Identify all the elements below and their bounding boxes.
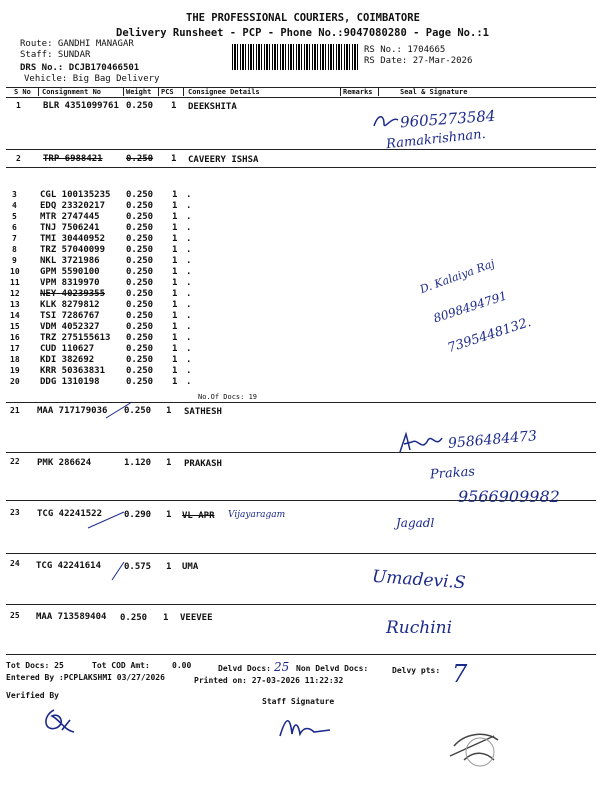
handwritten-name-2: D. Kalaiya Raj	[418, 256, 497, 297]
row-consignee: .	[186, 245, 192, 255]
col-divider	[158, 88, 159, 96]
row-sno: 20	[10, 377, 20, 386]
row-weight: 0.250	[126, 234, 154, 244]
row-weight: 0.250	[126, 267, 154, 277]
row-weight: 0.250	[126, 355, 154, 365]
row-pcs: 1	[172, 322, 178, 332]
row-weight: 0.250	[126, 377, 154, 387]
col-header-consignment: Consignment No	[42, 88, 102, 96]
row-consignment-text: NEY 40239355	[40, 289, 106, 299]
row-consignee: .	[186, 333, 192, 343]
row-consignment: BLR 4351099761	[43, 101, 119, 111]
row-consignee: VL APR	[182, 511, 215, 521]
row-pcs: 1	[172, 289, 178, 299]
col-header-remarks: Remarks	[343, 88, 373, 96]
row-sno: 22	[10, 457, 20, 466]
row-sno: 12	[10, 289, 20, 298]
handwritten-sign-23: Jagadl	[396, 516, 435, 530]
row-consignee: .	[186, 267, 192, 277]
row-consignment: TCG 42241522	[37, 509, 103, 519]
rs-date: RS Date: 27-Mar-2026	[364, 56, 473, 66]
row-consignment: KLK 8279812	[40, 300, 100, 310]
handwritten-name-22: Prakas	[429, 464, 476, 483]
row-pcs: 1	[172, 377, 178, 387]
total-cod-label: Tot COD Amt:	[92, 661, 150, 670]
row-weight: 0.250	[126, 190, 154, 200]
row-weight: 0.250	[126, 212, 154, 222]
row-weight: 0.250	[126, 322, 154, 332]
row-consignee: .	[186, 366, 192, 376]
signature-scribble	[396, 430, 446, 460]
row-consignment: MTR 2747445	[40, 212, 100, 222]
row-consignment: CUD 110627	[40, 344, 95, 354]
row-consignee: CAVEERY ISHSA	[188, 155, 259, 165]
handwritten-name-23: Vijayaragam	[228, 510, 286, 520]
col-divider	[123, 88, 124, 96]
row-weight: 0.250	[126, 344, 154, 354]
row-pcs: 1	[172, 366, 178, 376]
col-header-consignee: Consignee Details	[188, 88, 260, 96]
row-weight: 0.250	[126, 245, 154, 255]
row-consignee: .	[186, 289, 192, 299]
row-sno: 8	[12, 245, 17, 254]
row-consignee: .	[186, 278, 192, 288]
row-sno: 19	[10, 366, 20, 375]
row-pcs: 1	[172, 344, 178, 354]
row-consignee: .	[186, 212, 192, 222]
row-pcs: 1	[172, 256, 178, 266]
verified-by-label: Verified By	[6, 691, 59, 700]
row-sno: 3	[12, 190, 17, 199]
row-weight: 0.250	[126, 256, 154, 266]
row-pcs: 1	[172, 333, 178, 343]
row-consignment	[40, 289, 105, 299]
drs-number	[20, 63, 139, 73]
row-consignment: MAA 717179036	[37, 406, 108, 416]
col-divider	[183, 88, 184, 96]
row-sno: 18	[10, 355, 20, 364]
row-weight: 0.250	[126, 223, 154, 233]
row-consignee: .	[186, 223, 192, 233]
row-consignment: KRR 50363831	[40, 366, 106, 376]
col-header-seal: Seal & Signature	[400, 88, 468, 96]
row-consignee: UMA	[182, 562, 199, 572]
total-cod-amount: 0.00	[172, 661, 192, 670]
row-rule	[6, 402, 596, 403]
row-consignment: TRP 6988421	[43, 154, 103, 164]
row-sno: 21	[10, 406, 20, 415]
row-consignment: TSI 7286767	[40, 311, 100, 321]
row-consignee: .	[186, 377, 192, 387]
row-pcs: 1	[172, 278, 178, 288]
row-pcs: 1	[172, 201, 178, 211]
row-consignment: TCG 42241614	[36, 561, 102, 571]
row-pcs: 1	[172, 223, 178, 233]
row-consignee: .	[186, 256, 192, 266]
row-pcs: 1	[166, 458, 172, 468]
row-weight: 0.250	[126, 311, 154, 321]
row-weight: 0.250	[124, 406, 152, 416]
row-consignment: DDG 1310198	[40, 377, 100, 387]
table-header-rule	[6, 97, 596, 98]
row-consignee: .	[186, 234, 192, 244]
table-bottom-rule	[6, 654, 596, 655]
row-sno: 4	[12, 201, 17, 210]
row-pcs: 1	[172, 234, 178, 244]
signature-scribble	[372, 112, 402, 136]
handwritten-phone-21: 9586484473	[447, 428, 538, 452]
row-pcs: 1	[172, 311, 178, 321]
handwritten-phone-2b: 7395448132.	[445, 314, 534, 357]
row-weight: 0.250	[126, 300, 154, 310]
row-rule	[6, 553, 596, 554]
row-consignee: VEEVEE	[180, 613, 213, 623]
non-delivered-docs-label: Non Delvd Docs:	[296, 664, 369, 673]
row-consignee: .	[186, 300, 192, 310]
row-consignee: .	[186, 190, 192, 200]
row-consignment: TRZ 275155613	[40, 333, 111, 343]
row-pcs: 1	[172, 212, 178, 222]
row-weight: 0.250	[126, 101, 154, 111]
row-sno: 14	[10, 311, 20, 320]
row-consignment: VPM 8319970	[40, 278, 100, 288]
row-consignment: PMK 286624	[37, 458, 92, 468]
row-pcs: 1	[172, 267, 178, 277]
vehicle-label: Vehicle: Big Bag Delivery	[24, 74, 160, 84]
row-sno: 7	[12, 234, 17, 243]
row-sno: 15	[10, 322, 20, 331]
row-weight: 0.250	[126, 201, 154, 211]
row-consignment: GPM 5590100	[40, 267, 100, 277]
handwritten-delivery-points: 7	[452, 660, 468, 688]
handwritten-name-25: Ruchini	[386, 618, 453, 638]
handwritten-phone-2a: 8098494791	[431, 288, 509, 326]
row-pcs: 1	[171, 101, 177, 111]
barcode-image	[232, 44, 360, 70]
row-weight: 0.575	[124, 562, 152, 572]
row-sno: 17	[10, 344, 20, 353]
col-header-pcs: PCS	[161, 88, 174, 96]
row-consignee: .	[186, 322, 192, 332]
printed-on: Printed on: 27-03-2026 11:22:32	[194, 676, 344, 685]
handwritten-delivered-count: 25	[274, 660, 290, 674]
handwritten-name-24: Umadevi.S	[371, 566, 467, 594]
row-consignment: TMI 30440952	[40, 234, 106, 244]
row-weight: 0.250	[120, 613, 148, 623]
company-name: THE PROFESSIONAL COURIERS, COIMBATORE	[186, 12, 420, 24]
staff-signature-label: Staff Signature	[262, 697, 335, 706]
row-weight: 0.250	[126, 366, 154, 376]
row-pcs: 1	[172, 355, 178, 365]
row-consignee: .	[186, 344, 192, 354]
row-sno: 10	[10, 267, 20, 276]
row-rule	[6, 149, 596, 150]
row-sno: 11	[10, 278, 20, 287]
staff-label: Staff: SUNDAR	[20, 50, 91, 60]
row-consignment: TNJ 7506241	[40, 223, 100, 233]
row-sno: 6	[12, 223, 17, 232]
drs-label: DRS No.:	[20, 63, 64, 73]
row-consignee: .	[186, 355, 192, 365]
row-sno: 24	[10, 559, 20, 568]
row-rule	[6, 452, 596, 453]
row-sno: 13	[10, 300, 20, 309]
col-header-sno: S No	[14, 88, 31, 96]
runsheet-title: Delivery Runsheet - PCP - Phone No.:9047080280 - Page No.:1	[116, 27, 489, 39]
row-pcs: 1	[163, 613, 169, 623]
row-sno: 25	[10, 611, 20, 620]
row-weight: 0.250	[126, 278, 154, 288]
row-consignment: VDM 4052327	[40, 322, 100, 332]
delivered-docs-label: Delvd Docs:	[218, 664, 271, 673]
row-pcs: 1	[172, 190, 178, 200]
row-rule	[6, 604, 596, 605]
row-sno: 1	[16, 101, 21, 110]
row-consignee: PRAKASH	[184, 459, 222, 469]
row-sno: 23	[10, 508, 20, 517]
row-pcs: 1	[172, 300, 178, 310]
row-sno: 2	[16, 154, 21, 163]
row-pcs: 1	[172, 245, 178, 255]
handwritten-phone-1: 9605273584	[399, 106, 496, 132]
handwritten-name-1: Ramakrishnan.	[385, 126, 487, 153]
total-docs: Tot Docs: 25	[6, 661, 64, 670]
staff-signature	[276, 712, 336, 746]
verified-signature	[40, 706, 80, 740]
row-consignment: CGL 100135235	[40, 190, 111, 200]
row-sno: 16	[10, 333, 20, 342]
row-consignment: EDQ 23320217	[40, 201, 106, 211]
handwritten-phone-22: 9566909982	[458, 487, 560, 506]
col-header-weight: Weight	[126, 88, 152, 96]
row-rule	[6, 167, 596, 168]
strike-scribble	[108, 560, 128, 586]
entered-by: Entered By :PCPLAKSHMI 03/27/2026	[6, 673, 165, 682]
drs-value: DCJB170466501	[68, 63, 140, 73]
row-consignee: DEEKSHITA	[188, 102, 237, 112]
row-consignee: .	[186, 201, 192, 211]
row-consignee: SATHESH	[184, 407, 222, 417]
row-sno: 5	[12, 212, 17, 221]
docs-count-note: No.Of Docs: 19	[198, 393, 258, 401]
row-consignment: TRZ 57040099	[40, 245, 106, 255]
row-sno: 9	[12, 256, 17, 265]
row-consignment: KDI 382692	[40, 355, 95, 365]
company-stamp	[444, 716, 504, 770]
row-weight: 0.250	[126, 333, 154, 343]
rs-number: RS No.: 1704665	[364, 45, 446, 55]
row-pcs: 1	[166, 510, 172, 520]
row-weight: 1.120	[124, 458, 152, 468]
strike-scribble	[86, 510, 126, 534]
col-divider	[340, 88, 341, 96]
row-pcs: 1	[166, 406, 172, 416]
row-pcs: 1	[171, 154, 177, 164]
route-label: Route: GANDHI MANAGAR	[20, 39, 134, 49]
row-consignment: MAA 713589404	[36, 612, 107, 622]
row-weight: 0.250	[126, 289, 154, 299]
row-weight: 0.250	[126, 154, 154, 164]
delivery-points-label: Delvy pts:	[392, 666, 441, 675]
row-consignment: NKL 3721986	[40, 256, 100, 266]
row-consignee: .	[186, 311, 192, 321]
col-divider	[378, 88, 379, 96]
col-divider	[38, 88, 39, 96]
row-weight: 0.290	[124, 510, 152, 520]
strike-scribble	[104, 400, 134, 424]
row-pcs: 1	[166, 562, 172, 572]
